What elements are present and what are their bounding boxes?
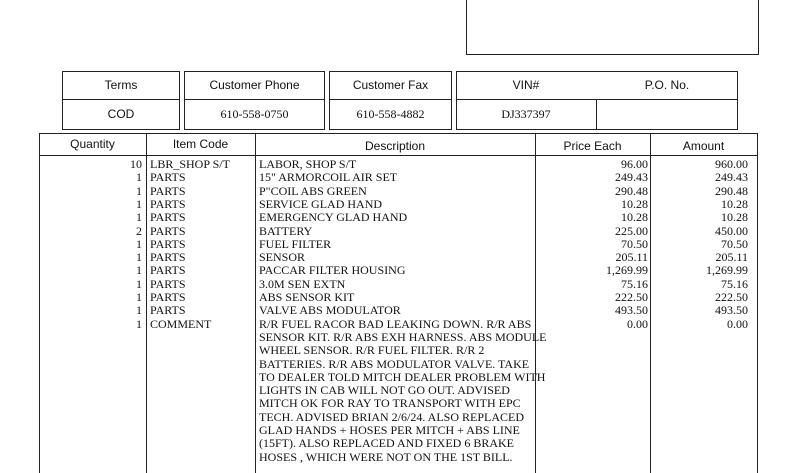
col-header-description: Description <box>364 139 426 153</box>
row-description: 3.0M SEN EXTN <box>259 276 346 291</box>
row-description: SENSOR <box>259 250 306 265</box>
vin-value: DJ337397 <box>501 106 551 121</box>
row-price-each: 493.50 <box>615 303 648 318</box>
customer-fax-value: 610-558-4882 <box>356 106 425 121</box>
row-description: R/R FUEL RACOR BAD LEAKING DOWN. R/R ABS <box>259 316 532 331</box>
row-price-each: 75.16 <box>621 276 648 291</box>
row-quantity: 1 <box>136 276 142 291</box>
customer-fax-label: Customer Fax <box>352 78 429 92</box>
row-description: VALVE ABS MODULATOR <box>259 303 401 318</box>
row-description: LABOR, SHOP S/T <box>259 157 357 171</box>
row-item-code: PARTS <box>150 276 186 291</box>
row-quantity: 1 <box>136 263 142 278</box>
comment-description-line: WHEEL SENSOR. R/R FUEL FILTER. R/R 2 <box>259 343 485 358</box>
col-header-item-code: Item Code <box>172 137 229 151</box>
comment-description-line: GLAD HANDS + HOSES PER MITCH + ABS LINE <box>259 423 520 437</box>
row-price-each: 249.43 <box>615 170 648 185</box>
row-item-code: PARTS <box>150 263 186 278</box>
row-quantity: 1 <box>136 303 142 318</box>
comment-description-line: TO DEALER TOLD MITCH DEALER PROBLEM WITH <box>259 369 546 384</box>
comment-description-line: BATTERIES. R/R ABS MODULATOR VALVE. TAKE <box>259 356 530 371</box>
row-price-each: 10.28 <box>621 196 648 211</box>
terms-value: COD <box>107 107 135 121</box>
comment-description-line: MITCH OK FOR RAY TO TRANSPORT WITH EPC <box>259 396 521 411</box>
row-quantity: 2 <box>136 223 142 238</box>
row-amount: 10.28 <box>721 210 748 225</box>
row-price-each: 0.00 <box>627 316 648 331</box>
row-description: 15" ARMORCOIL AIR SET <box>259 170 398 185</box>
customer-phone-value: 610-558-0750 <box>220 106 289 121</box>
row-amount: 960.00 <box>715 157 748 171</box>
row-amount: 75.16 <box>721 276 748 291</box>
row-amount: 70.50 <box>721 236 748 251</box>
col-header-amount: Amount <box>682 139 725 153</box>
row-item-code: PARTS <box>150 183 186 198</box>
address-box <box>466 0 759 55</box>
row-amount: 290.48 <box>715 183 748 198</box>
row-item-code: PARTS <box>150 250 186 265</box>
row-quantity: 1 <box>136 250 142 265</box>
row-item-code: PARTS <box>150 170 186 185</box>
row-item-code: PARTS <box>150 196 186 211</box>
row-amount: 205.11 <box>715 250 748 265</box>
row-description: ABS SENSOR KIT <box>259 290 355 304</box>
row-price-each: 205.11 <box>615 250 648 265</box>
col-header-price-each: Price Each <box>563 139 622 153</box>
row-description: P"COIL ABS GREEN <box>259 183 367 198</box>
comment-description-line: LIGHTS IN CAB WILL NOT GO OUT. ADVISED <box>259 383 510 398</box>
row-quantity: 1 <box>136 316 142 331</box>
row-item-code: PARTS <box>150 303 186 318</box>
row-price-each: 70.50 <box>621 236 648 251</box>
row-quantity: 1 <box>136 236 142 251</box>
row-quantity: 1 <box>136 183 142 198</box>
row-description: EMERGENCY GLAD HAND <box>259 210 408 225</box>
row-description: BATTERY <box>259 223 313 238</box>
row-price-each: 290.48 <box>615 183 648 198</box>
row-item-code: PARTS <box>150 210 186 225</box>
row-amount: 450.00 <box>715 223 748 238</box>
row-amount: 1,269.99 <box>706 263 748 278</box>
row-amount: 10.28 <box>721 196 748 211</box>
row-price-each: 222.50 <box>615 290 648 304</box>
row-amount: 222.50 <box>715 290 748 304</box>
row-description: SERVICE GLAD HAND <box>259 196 383 211</box>
po-value <box>596 99 738 129</box>
row-item-code: PARTS <box>150 290 186 304</box>
row-amount: 0.00 <box>727 316 748 331</box>
row-price-each: 1,269.99 <box>606 263 648 278</box>
vin-label: VIN# <box>512 78 540 92</box>
row-description: FUEL FILTER <box>259 236 332 251</box>
row-item-code: COMMENT <box>150 316 212 331</box>
row-description: PACCAR FILTER HOUSING <box>259 263 406 278</box>
row-quantity: 1 <box>136 196 142 211</box>
row-quantity: 1 <box>136 290 142 304</box>
row-price-each: 96.00 <box>621 157 648 171</box>
comment-description-line: SENSOR KIT. R/R ABS EXH HARNESS. ABS MODULE <box>259 329 547 344</box>
row-amount: 493.50 <box>715 303 748 318</box>
comment-description-line: TECH. ADVISED BRIAN 2/6/24. ALSO REPLACED <box>259 409 525 424</box>
row-price-each: 10.28 <box>621 210 648 225</box>
terms-label: Terms <box>104 78 138 92</box>
row-price-each: 225.00 <box>615 223 648 238</box>
comment-description-line: HOSES , WHICH WERE NOT ON THE 1ST BILL. <box>259 449 513 464</box>
comment-description-line: (15FT). ALSO REPLACED AND FIXED 6 BRAKE <box>259 436 515 451</box>
row-item-code: PARTS <box>150 236 186 251</box>
row-amount: 249.43 <box>715 170 748 185</box>
customer-phone-label: Customer Phone <box>209 78 300 92</box>
row-item-code: LBR_SHOP S/T <box>150 157 230 171</box>
po-label: P.O. No. <box>644 78 690 92</box>
col-header-quantity: Quantity <box>70 137 115 151</box>
row-quantity: 10 <box>130 157 142 171</box>
row-quantity: 1 <box>136 170 142 185</box>
row-item-code: PARTS <box>150 223 186 238</box>
row-quantity: 1 <box>136 210 142 225</box>
